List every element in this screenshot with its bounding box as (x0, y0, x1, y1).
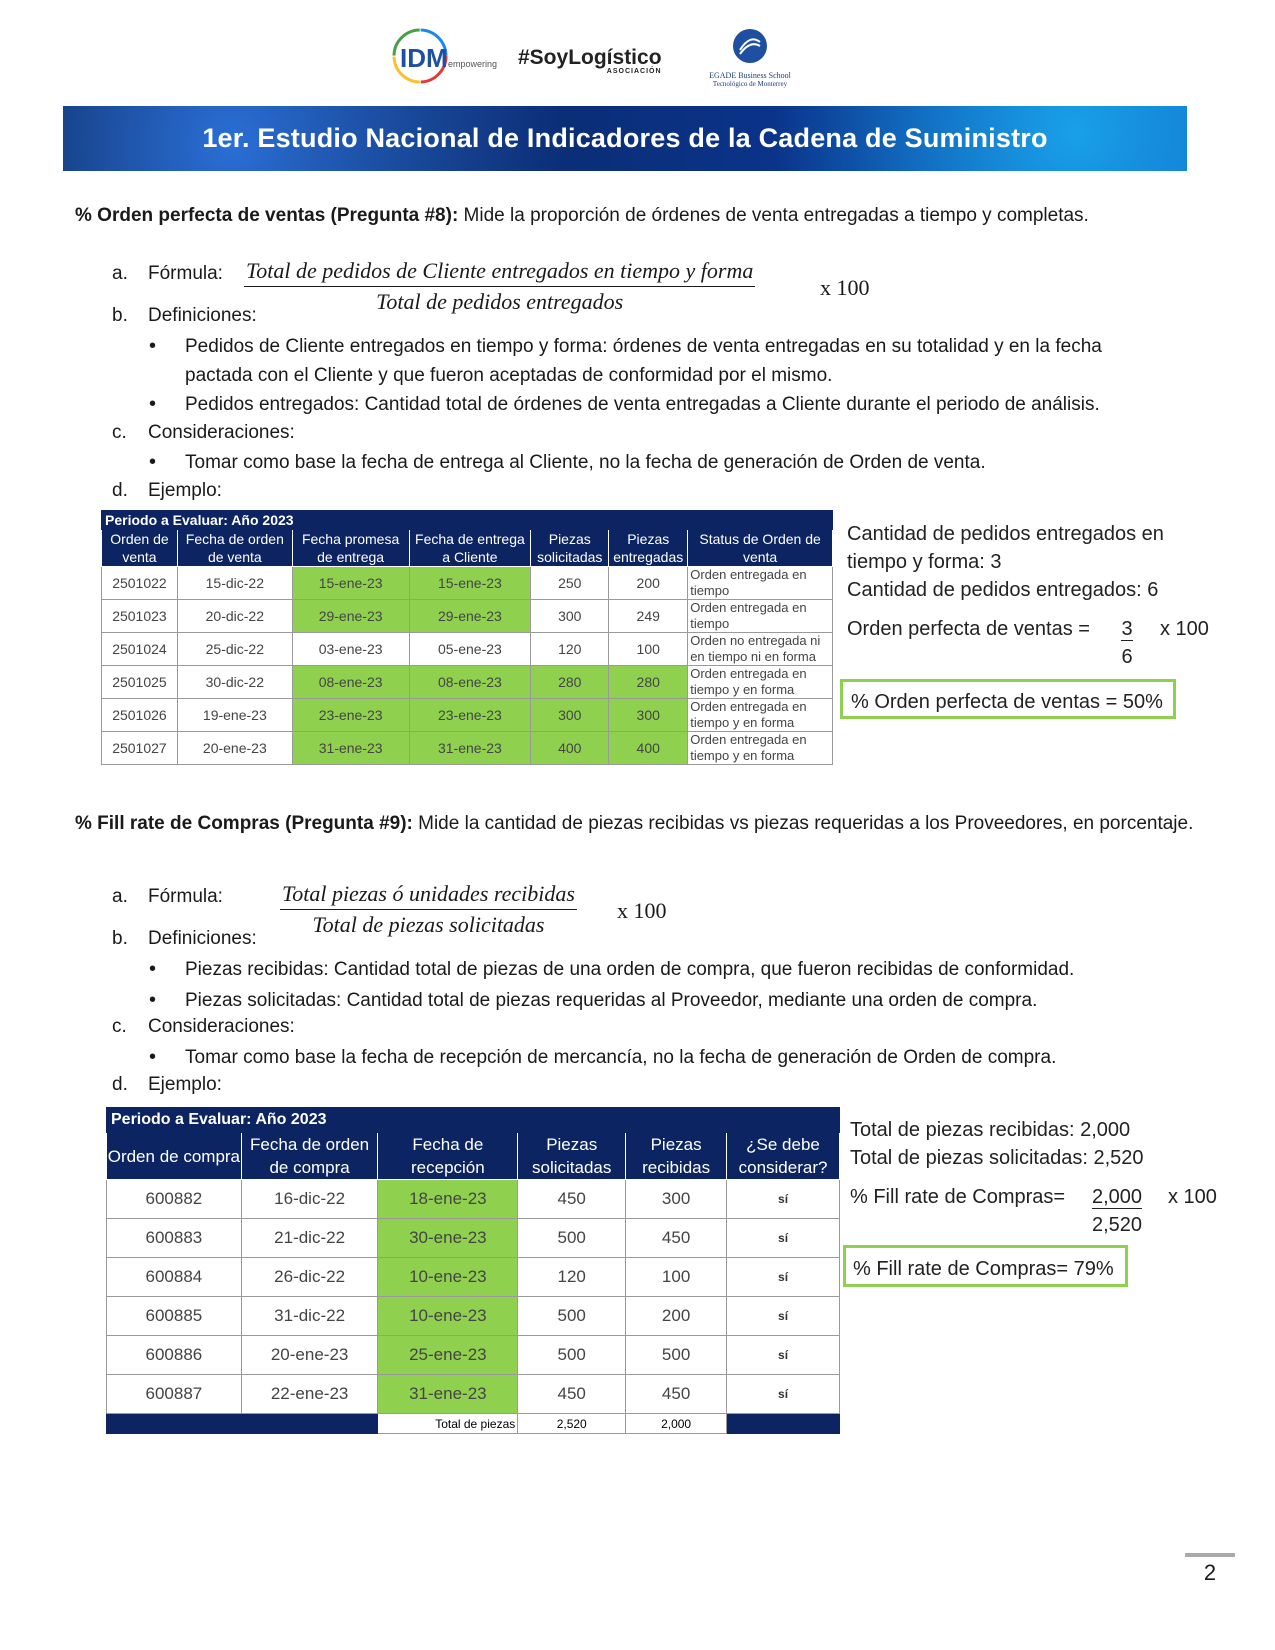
s1-d-label: d. (112, 480, 128, 501)
table-row (107, 1258, 840, 1297)
s1-b-text: Definiciones: (148, 305, 257, 326)
table-cell: 200 (609, 567, 688, 600)
table-cell: 600886 (107, 1336, 242, 1375)
s2-b2: • Piezas solicitadas: Cantidad total de piezas requeridas al Proveedor, mediante una orden de compra. (185, 986, 1160, 1015)
table-cell: 250 (531, 567, 609, 600)
table-cell: sí (727, 1258, 840, 1297)
purchase-table-header (107, 1133, 840, 1180)
table-cell: 03-ene-23 (292, 633, 409, 666)
table-cell: 2501027 (102, 732, 178, 765)
total-solicitadas: 2,520 (518, 1414, 626, 1434)
purchase-col-header: Orden de compra (107, 1133, 242, 1180)
s2-formula (280, 881, 577, 938)
table-row (102, 600, 833, 633)
s1-formula-num: Total de pedidos de Cliente entregados en tiempo y forma (244, 258, 755, 287)
purchase-col-header: Piezas solicitadas (518, 1133, 626, 1180)
purchase-table-caption: Periodo a Evaluar: Año 2023 (107, 1108, 727, 1133)
table-cell: Orden entregada en tiempo (688, 567, 833, 600)
table-cell: sí (727, 1180, 840, 1219)
s1-b1: • Pedidos de Cliente entregados en tiempo y forma: órdenes de venta entregadas en su totalidad y en la fecha pactada con el Cliente y que fueron aceptadas de conformidad por el mismo. (185, 332, 1160, 390)
table-cell: 31-ene-23 (378, 1375, 518, 1414)
table-cell: 05-ene-23 (409, 633, 531, 666)
table-cell: 120 (518, 1258, 626, 1297)
s1-side-line2: tiempo y forma: 3 (847, 551, 1002, 573)
s1-calc-mult: x 100 (1160, 618, 1209, 640)
table-cell: 100 (626, 1258, 727, 1297)
table-cell: 2501025 (102, 666, 178, 699)
s1-a-text: Fórmula: (148, 263, 223, 284)
table-cell: 2501022 (102, 567, 178, 600)
s2-calc-mult: x 100 (1168, 1186, 1217, 1208)
s2-d-label: d. (112, 1074, 128, 1095)
s1-formula (244, 258, 755, 315)
section2-intro (75, 810, 1205, 838)
table-cell: 16-dic-22 (241, 1180, 378, 1219)
table-cell: 200 (626, 1297, 727, 1336)
s2-a-label: a. (112, 886, 128, 907)
s1-calc-num: 3 (1121, 618, 1133, 640)
s2-c-text: Consideraciones: (148, 1016, 295, 1037)
egade-seal-icon (732, 28, 768, 64)
table-cell: 23-ene-23 (409, 699, 531, 732)
total-label: Total de piezas (378, 1414, 518, 1434)
header-logos (390, 24, 810, 94)
table-cell: 25-dic-22 (177, 633, 292, 666)
sales-col-header: Piezas solicitadas (531, 530, 609, 567)
table-cell: 400 (531, 732, 609, 765)
table-cell: 300 (626, 1180, 727, 1219)
table-cell: 30-ene-23 (378, 1219, 518, 1258)
table-row (107, 1375, 840, 1414)
s2-side-line1: Total de piezas recibidas: 2,000 (850, 1119, 1131, 1141)
table-cell: 600884 (107, 1258, 242, 1297)
section1-title: % Orden perfecta de ventas (Pregunta #8): (75, 205, 459, 226)
table-cell: 450 (626, 1219, 727, 1258)
banner-title: 1er. Estudio Nacional de Indicadores de la Cadena de Suministro (202, 123, 1048, 153)
sales-orders-table (101, 510, 833, 765)
soylogistico-logo: #SoyLogístico ASOCIACIÓN (518, 46, 662, 75)
table-cell: 500 (518, 1219, 626, 1258)
table-cell: 600885 (107, 1297, 242, 1336)
table-cell: Orden no entregada ni en tiempo ni en forma (688, 633, 833, 666)
s1-result-box: % Orden perfecta de ventas = 50% (840, 679, 1176, 719)
table-cell: 23-ene-23 (292, 699, 409, 732)
s2-formula-den: Total de piezas solicitadas (312, 912, 545, 937)
sales-col-header: Fecha de orden de venta (177, 530, 292, 567)
purchase-col-header: Fecha de orden de compra (241, 1133, 378, 1180)
s1-b-label: b. (112, 305, 128, 326)
purchase-col-header: ¿Se debe considerar? (727, 1133, 840, 1180)
table-cell: Orden entregada en tiempo y en forma (688, 732, 833, 765)
table-row (102, 633, 833, 666)
sales-table-header (102, 530, 833, 567)
table-cell: Orden entregada en tiempo (688, 600, 833, 633)
table-cell: 300 (609, 699, 688, 732)
table-row (102, 699, 833, 732)
s1-calc-label: Orden perfecta de ventas = (847, 618, 1090, 640)
s2-side-line2: Total de piezas solicitadas: 2,520 (850, 1147, 1144, 1169)
table-cell: 29-ene-23 (409, 600, 531, 633)
sales-col-header: Piezas entregadas (609, 530, 688, 567)
s2-d-text: Ejemplo: (148, 1074, 222, 1095)
table-row (102, 732, 833, 765)
s2-b1: • Piezas recibidas: Cantidad total de piezas de una orden de compra, que fueron recibidas de conformidad. (185, 955, 1160, 984)
table-cell: 22-ene-23 (241, 1375, 378, 1414)
table-cell: 2501024 (102, 633, 178, 666)
table-cell: 450 (626, 1375, 727, 1414)
s1-side-line1: Cantidad de pedidos entregados en (847, 523, 1164, 545)
table-cell: 30-dic-22 (177, 666, 292, 699)
table-cell: 10-ene-23 (378, 1258, 518, 1297)
s2-calc-den: 2,520 (1091, 1214, 1143, 1236)
table-row (102, 567, 833, 600)
s1-c-label: c. (112, 422, 127, 443)
table-cell: sí (727, 1219, 840, 1258)
table-cell: 280 (609, 666, 688, 699)
s1-c-text: Consideraciones: (148, 422, 295, 443)
table-cell: 31-ene-23 (409, 732, 531, 765)
table-cell: 500 (626, 1336, 727, 1375)
table-cell: 600882 (107, 1180, 242, 1219)
s2-b-text: Definiciones: (148, 928, 257, 949)
s1-formula-mult: x 100 (820, 275, 870, 300)
table-row (107, 1219, 840, 1258)
s2-result-box: % Fill rate de Compras= 79% (843, 1245, 1128, 1287)
table-row (107, 1336, 840, 1375)
s1-b2: • Pedidos entregados: Cantidad total de órdenes de venta entregadas a Cliente durante el periodo de análisis. (185, 390, 1160, 419)
table-cell: 249 (609, 600, 688, 633)
s2-c-label: c. (112, 1016, 127, 1037)
table-cell: sí (727, 1375, 840, 1414)
sales-table-caption: Periodo a Evaluar: Año 2023 (102, 511, 833, 530)
idm-logo (390, 26, 498, 90)
totals-row (107, 1414, 840, 1434)
table-row (107, 1180, 840, 1219)
s1-side-line3: Cantidad de pedidos entregados: 6 (847, 579, 1159, 601)
table-cell: 18-ene-23 (378, 1180, 518, 1219)
sales-col-header: Fecha de entrega a Cliente (409, 530, 531, 567)
page-number-rule (1185, 1553, 1235, 1557)
s2-calc-num: 2,000 (1091, 1186, 1143, 1208)
table-cell: 19-ene-23 (177, 699, 292, 732)
s2-b-label: b. (112, 928, 128, 949)
table-cell: 08-ene-23 (409, 666, 531, 699)
table-row (102, 666, 833, 699)
table-cell: 2501023 (102, 600, 178, 633)
s2-c1: • Tomar como base la fecha de recepción de mercancía, no la fecha de generación de Orden de compra. (185, 1043, 1160, 1072)
section1-desc: Mide la proporción de órdenes de venta entregadas a tiempo y completas. (458, 205, 1089, 226)
table-cell: Orden entregada en tiempo y en forma (688, 666, 833, 699)
table-cell: 2501026 (102, 699, 178, 732)
table-cell: 300 (531, 600, 609, 633)
table-cell: Orden entregada en tiempo y en forma (688, 699, 833, 732)
s2-calc-label: % Fill rate de Compras= (850, 1186, 1066, 1208)
table-cell: 20-ene-23 (177, 732, 292, 765)
purchase-col-header: Piezas recibidas (626, 1133, 727, 1180)
s2-formula-num: Total piezas ó unidades recibidas (280, 881, 577, 910)
table-cell: 20-dic-22 (177, 600, 292, 633)
table-row (107, 1297, 840, 1336)
s1-c1: • Tomar como base la fecha de entrega al Cliente, no la fecha de generación de Orden de venta. (185, 448, 1160, 477)
table-cell: 400 (609, 732, 688, 765)
table-cell: 600887 (107, 1375, 242, 1414)
s1-calc-den: 6 (1121, 646, 1133, 668)
s1-formula-den: Total de pedidos entregados (376, 289, 624, 314)
table-cell: 500 (518, 1336, 626, 1375)
sales-col-header: Status de Orden de venta (688, 530, 833, 567)
s1-a-label: a. (112, 263, 128, 284)
table-cell: 500 (518, 1297, 626, 1336)
section1-intro (75, 202, 1205, 230)
table-cell: 15-ene-23 (409, 567, 531, 600)
s2-a-text: Fórmula: (148, 886, 223, 907)
table-cell: 31-ene-23 (292, 732, 409, 765)
table-cell: 20-ene-23 (241, 1336, 378, 1375)
section2-desc: Mide la cantidad de piezas recibidas vs piezas requeridas a los Proveedores, en porcentaje. (412, 813, 1194, 834)
table-cell: 10-ene-23 (378, 1297, 518, 1336)
total-recibidas: 2,000 (626, 1414, 727, 1434)
table-cell: 600883 (107, 1219, 242, 1258)
table-cell: 26-dic-22 (241, 1258, 378, 1297)
table-cell: 100 (609, 633, 688, 666)
sales-col-header: Fecha promesa de entrega (292, 530, 409, 567)
purchase-col-header: Fecha de recepción (378, 1133, 518, 1180)
table-cell: 21-dic-22 (241, 1219, 378, 1258)
table-cell: 120 (531, 633, 609, 666)
table-cell: 29-ene-23 (292, 600, 409, 633)
table-cell: 300 (531, 699, 609, 732)
idm-logo-text: IDM (400, 43, 448, 73)
idm-logo-sub: empowering (448, 59, 498, 69)
table-cell: sí (727, 1297, 840, 1336)
table-cell: 15-ene-23 (292, 567, 409, 600)
table-cell: 450 (518, 1180, 626, 1219)
s2-formula-mult: x 100 (617, 898, 667, 923)
sales-col-header: Orden de venta (102, 530, 178, 567)
purchase-orders-table (106, 1107, 840, 1434)
table-cell: 280 (531, 666, 609, 699)
table-cell: 15-dic-22 (177, 567, 292, 600)
table-cell: 450 (518, 1375, 626, 1414)
title-banner (63, 106, 1187, 171)
table-cell: 25-ene-23 (378, 1336, 518, 1375)
s1-d-text: Ejemplo: (148, 480, 222, 501)
egade-logo: EGADE Business School Tecnológico de Monterrey (690, 28, 810, 88)
table-cell: 31-dic-22 (241, 1297, 378, 1336)
page-number: 2 (1203, 1560, 1217, 1585)
section2-title: % Fill rate de Compras (Pregunta #9): (75, 813, 413, 834)
table-cell: sí (727, 1336, 840, 1375)
table-cell: 08-ene-23 (292, 666, 409, 699)
